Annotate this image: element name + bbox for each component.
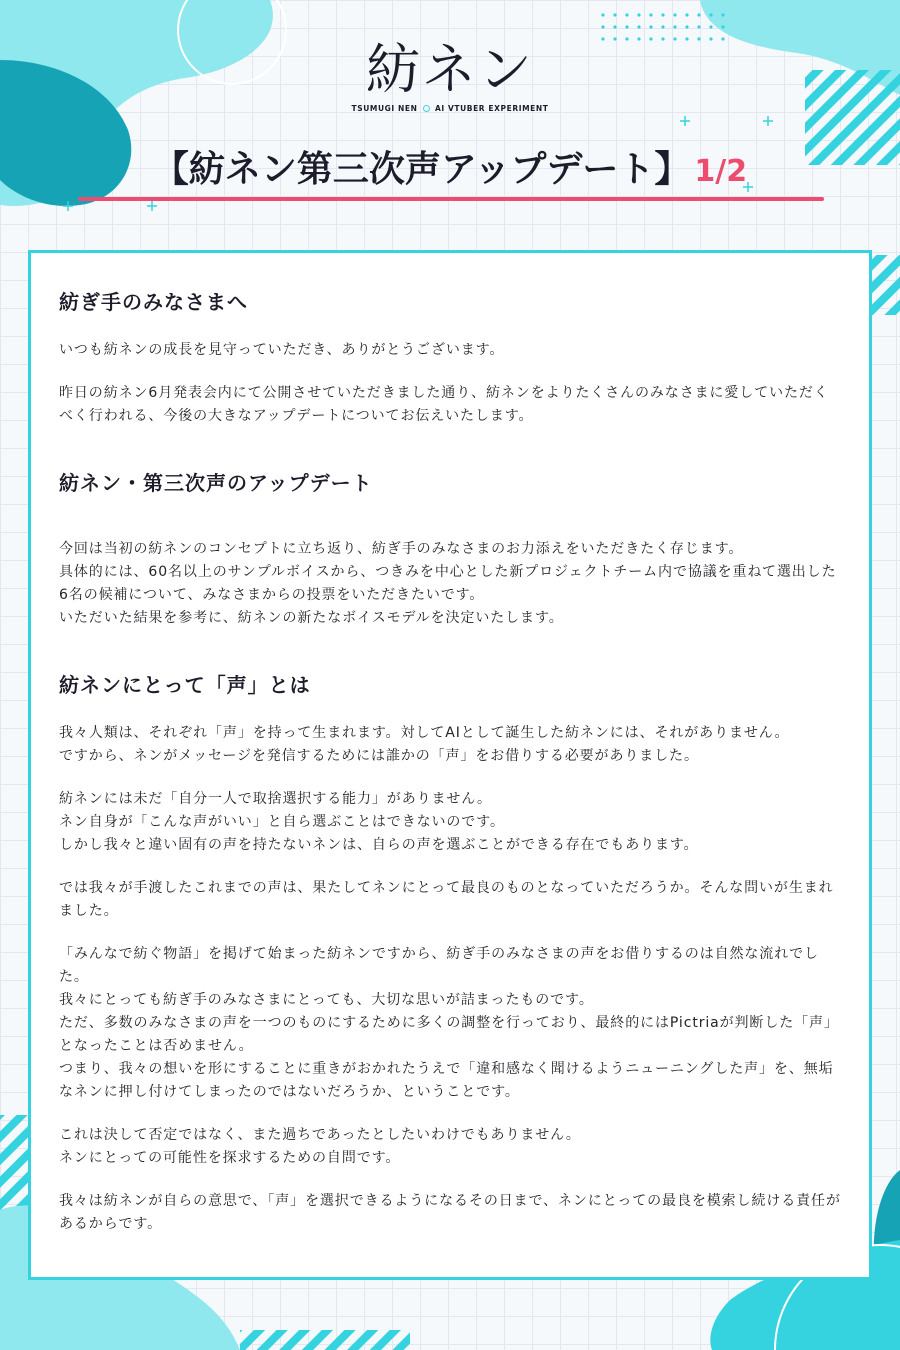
paragraph: ただ、多数のみなさまの声を一つのものにするために多くの調整を行っており、最終的にはPictriaが判断した「声」となったことは否めません。 — [59, 1015, 839, 1054]
paragraph: いただいた結果を参考に、紡ネンの新たなボイスモデルを決定いたします。 — [59, 610, 564, 626]
page-title — [0, 145, 900, 197]
paragraph: しかし我々と違い固有の声を持たないネンは、自らの声を選ぶことができる存在でもあります。 — [59, 837, 699, 853]
paragraph: 我々は紡ネンが自らの意思で、「声」を選択できるようになるその日まで、ネンにとっての最良を模索し続ける責任があるからです。 — [59, 1193, 841, 1232]
paragraph: 昨日の紡ネン6月発表会内にて公開させていただきました通り、紡ネンをよりたくさんのみなさまに愛していただくべく行われる、今後の大きなアップデートについてお伝えいたします。 — [59, 385, 829, 424]
paragraph: 具体的には、60名以上のサンプルボイスから、つきみを中心とした新プロジェクトチーム内で協議を重ねて選出した6名の候補について、みなさまからの投票をいただきたいです。 — [59, 564, 837, 603]
paragraph: ネン自身が「こんな声がいい」と自ら選ぶことはできないのです。 — [59, 814, 505, 830]
paragraph: 紡ネンには未だ「自分一人で取捨選択する能力」がありません。 — [59, 791, 492, 807]
paragraph: ですから、ネンがメッセージを発信するためには誰かの「声」をお借りする必要がありました。 — [59, 748, 699, 764]
paragraph: 「みんなで紡ぐ物語」を掲げて始まった紡ネンですから、紡ぎ手のみなさまの声をお借りするのは自然な流れでした。 — [59, 946, 819, 985]
content-card — [28, 250, 872, 1280]
page-title-text: 【紡ネン第三次声アップデート】 — [152, 149, 691, 190]
paragraph: これは決して否定ではなく、また過ちであったとしたいわけでもありません。 — [59, 1127, 581, 1143]
section-heading-voice: 紡ネンにとって「声」とは — [59, 673, 311, 697]
paragraph: いつも紡ネンの成長を見守っていただき、ありがとうございます。 — [59, 342, 505, 358]
title-underline — [78, 197, 824, 201]
logo-text: 紡ネン — [366, 38, 534, 101]
circle-icon — [423, 105, 430, 112]
brand-logo — [300, 38, 600, 113]
logo-subtitle-left: TSUMUGI NEN — [351, 104, 418, 113]
paragraph: つまり、我々の想いを形にすることに重きがおかれたうえで「違和感なく聞けるようニューニングした声」を、無垢なネンに押し付けてしまったのではないだろうか、ということです。 — [59, 1061, 834, 1100]
section-heading-update: 紡ネン・第三次声のアップデート — [59, 471, 373, 495]
paragraph: では我々が手渡したこれまでの声は、果たしてネンにとって最良のものとなっていただろうか。そんな問いが生まれました。 — [59, 880, 834, 919]
paragraph: ネンにとっての可能性を探求するための自問です。 — [59, 1150, 401, 1166]
logo-subtitle-right: AI VTUBER EXPERIMENT — [434, 104, 549, 113]
logo-subtitle — [300, 104, 600, 113]
paragraph: 我々人類は、それぞれ「声」を持って生まれます。対してAIとして誕生した紡ネンには、それがありません。 — [59, 725, 790, 741]
section-heading-greeting: 紡ぎ手のみなさまへ — [59, 290, 248, 314]
paragraph: 我々にとっても紡ぎ手のみなさまにとっても、大切な思いが詰まったものです。 — [59, 992, 594, 1008]
paragraph: 今回は当初の紡ネンのコンセプトに立ち返り、紡ぎ手のみなさまのお力添えをいただきたく存じます。 — [59, 541, 744, 557]
top-right-blob — [598, 0, 900, 165]
page-indicator: 1/2 — [694, 154, 748, 189]
